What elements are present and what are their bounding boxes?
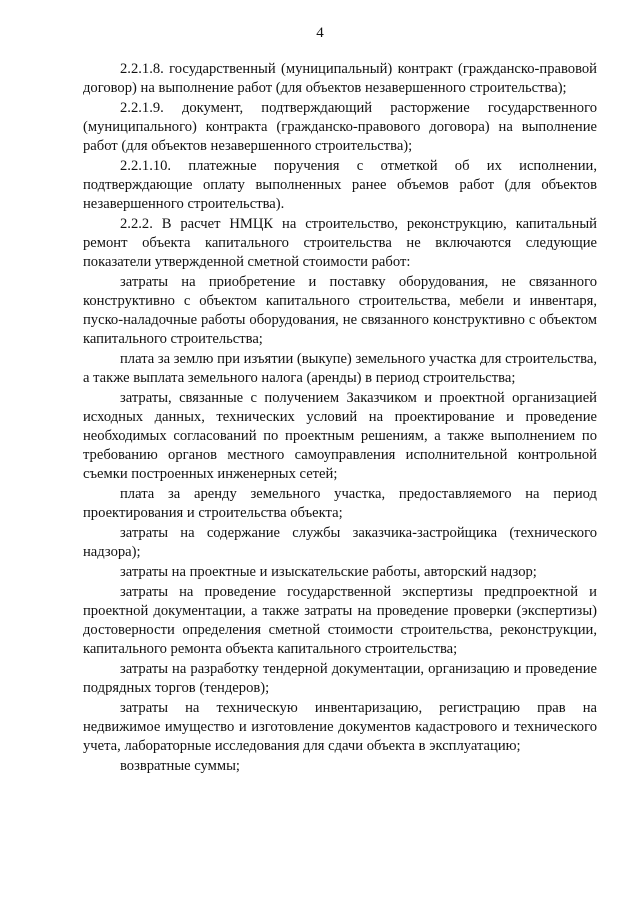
list-item-land-payment: плата за землю при изъятии (выкупе) земельного участка для строительства, а также выплата земельного налога (аренды) в период строительства; <box>83 351 597 386</box>
list-item-design-survey-costs: затраты на проектные и изыскательские работы, авторский надзор; <box>120 564 537 580</box>
paragraph-2-2-1-10: 2.2.1.10. платежные поручения с отметкой об их исполнении, подтверждающие оплату выполненных ранее объемов работ (для объектов незавершенного строительства). <box>83 158 597 212</box>
list-item-initial-data-costs: затраты, связанные с получением Заказчиком и проектной организацией исходных данных, технических условий на проектирование и проведение необходимых согласований по проектным решениям, а также выполнением по требованию органов местного самоуправления исполнительной контрольной съемки построенных инженерных сетей; <box>83 390 597 482</box>
paragraph-2-2-1-9: 2.2.1.9. документ, подтверждающий расторжение государственного (муниципального) контракта (гражданско-правового договора) на выполнение работ (для объектов незавершенного строительства); <box>83 100 597 154</box>
list-item-inventory-registration-costs: затраты на техническую инвентаризацию, регистрацию прав на недвижимое имущество и изготовление документов кадастрового и технического учета, лабораторные исследования для сдачи объекта в эксплуатацию; <box>83 700 597 754</box>
list-item-refunds: возвратные суммы; <box>120 758 240 774</box>
paragraph-2-2-1-8: 2.2.1.8. государственный (муниципальный) контракт (гражданско-правовой договор) на выполнение работ (для объектов незавершенного строительства); <box>83 61 597 96</box>
paragraph-2-2-2: 2.2.2. В расчет НМЦК на строительство, реконструкцию, капитальный ремонт объекта капитального строительства не включаются следующие показатели утвержденной сметной стоимости работ: <box>83 216 597 270</box>
list-item-equipment-costs: затраты на приобретение и поставку оборудования, не связанного конструктивно с объектом капитального строительства, мебели и инвентаря, пуско-наладочные работы оборудования, не связанного конструктивно с объектом капитального строительства; <box>83 274 597 347</box>
list-item-customer-service-costs: затраты на содержание службы заказчика-застройщика (технического надзора); <box>83 525 597 560</box>
list-item-land-lease: плата за аренду земельного участка, предоставляемого на период проектирования и строительства объекта; <box>83 486 597 521</box>
document-body <box>83 60 597 777</box>
list-item-state-expertise-costs: затраты на проведение государственной экспертизы предпроектной и проектной документации, а также затраты на проведение проверки (экспертизы) достоверности определения сметной стоимости строительства, реконструкции, капитального ремонта объекта капитального строительства; <box>83 584 597 657</box>
list-item-tender-costs: затраты на разработку тендерной документации, организацию и проведение подрядных торгов (тендеров); <box>83 661 597 696</box>
page-number: 4 <box>316 25 324 41</box>
